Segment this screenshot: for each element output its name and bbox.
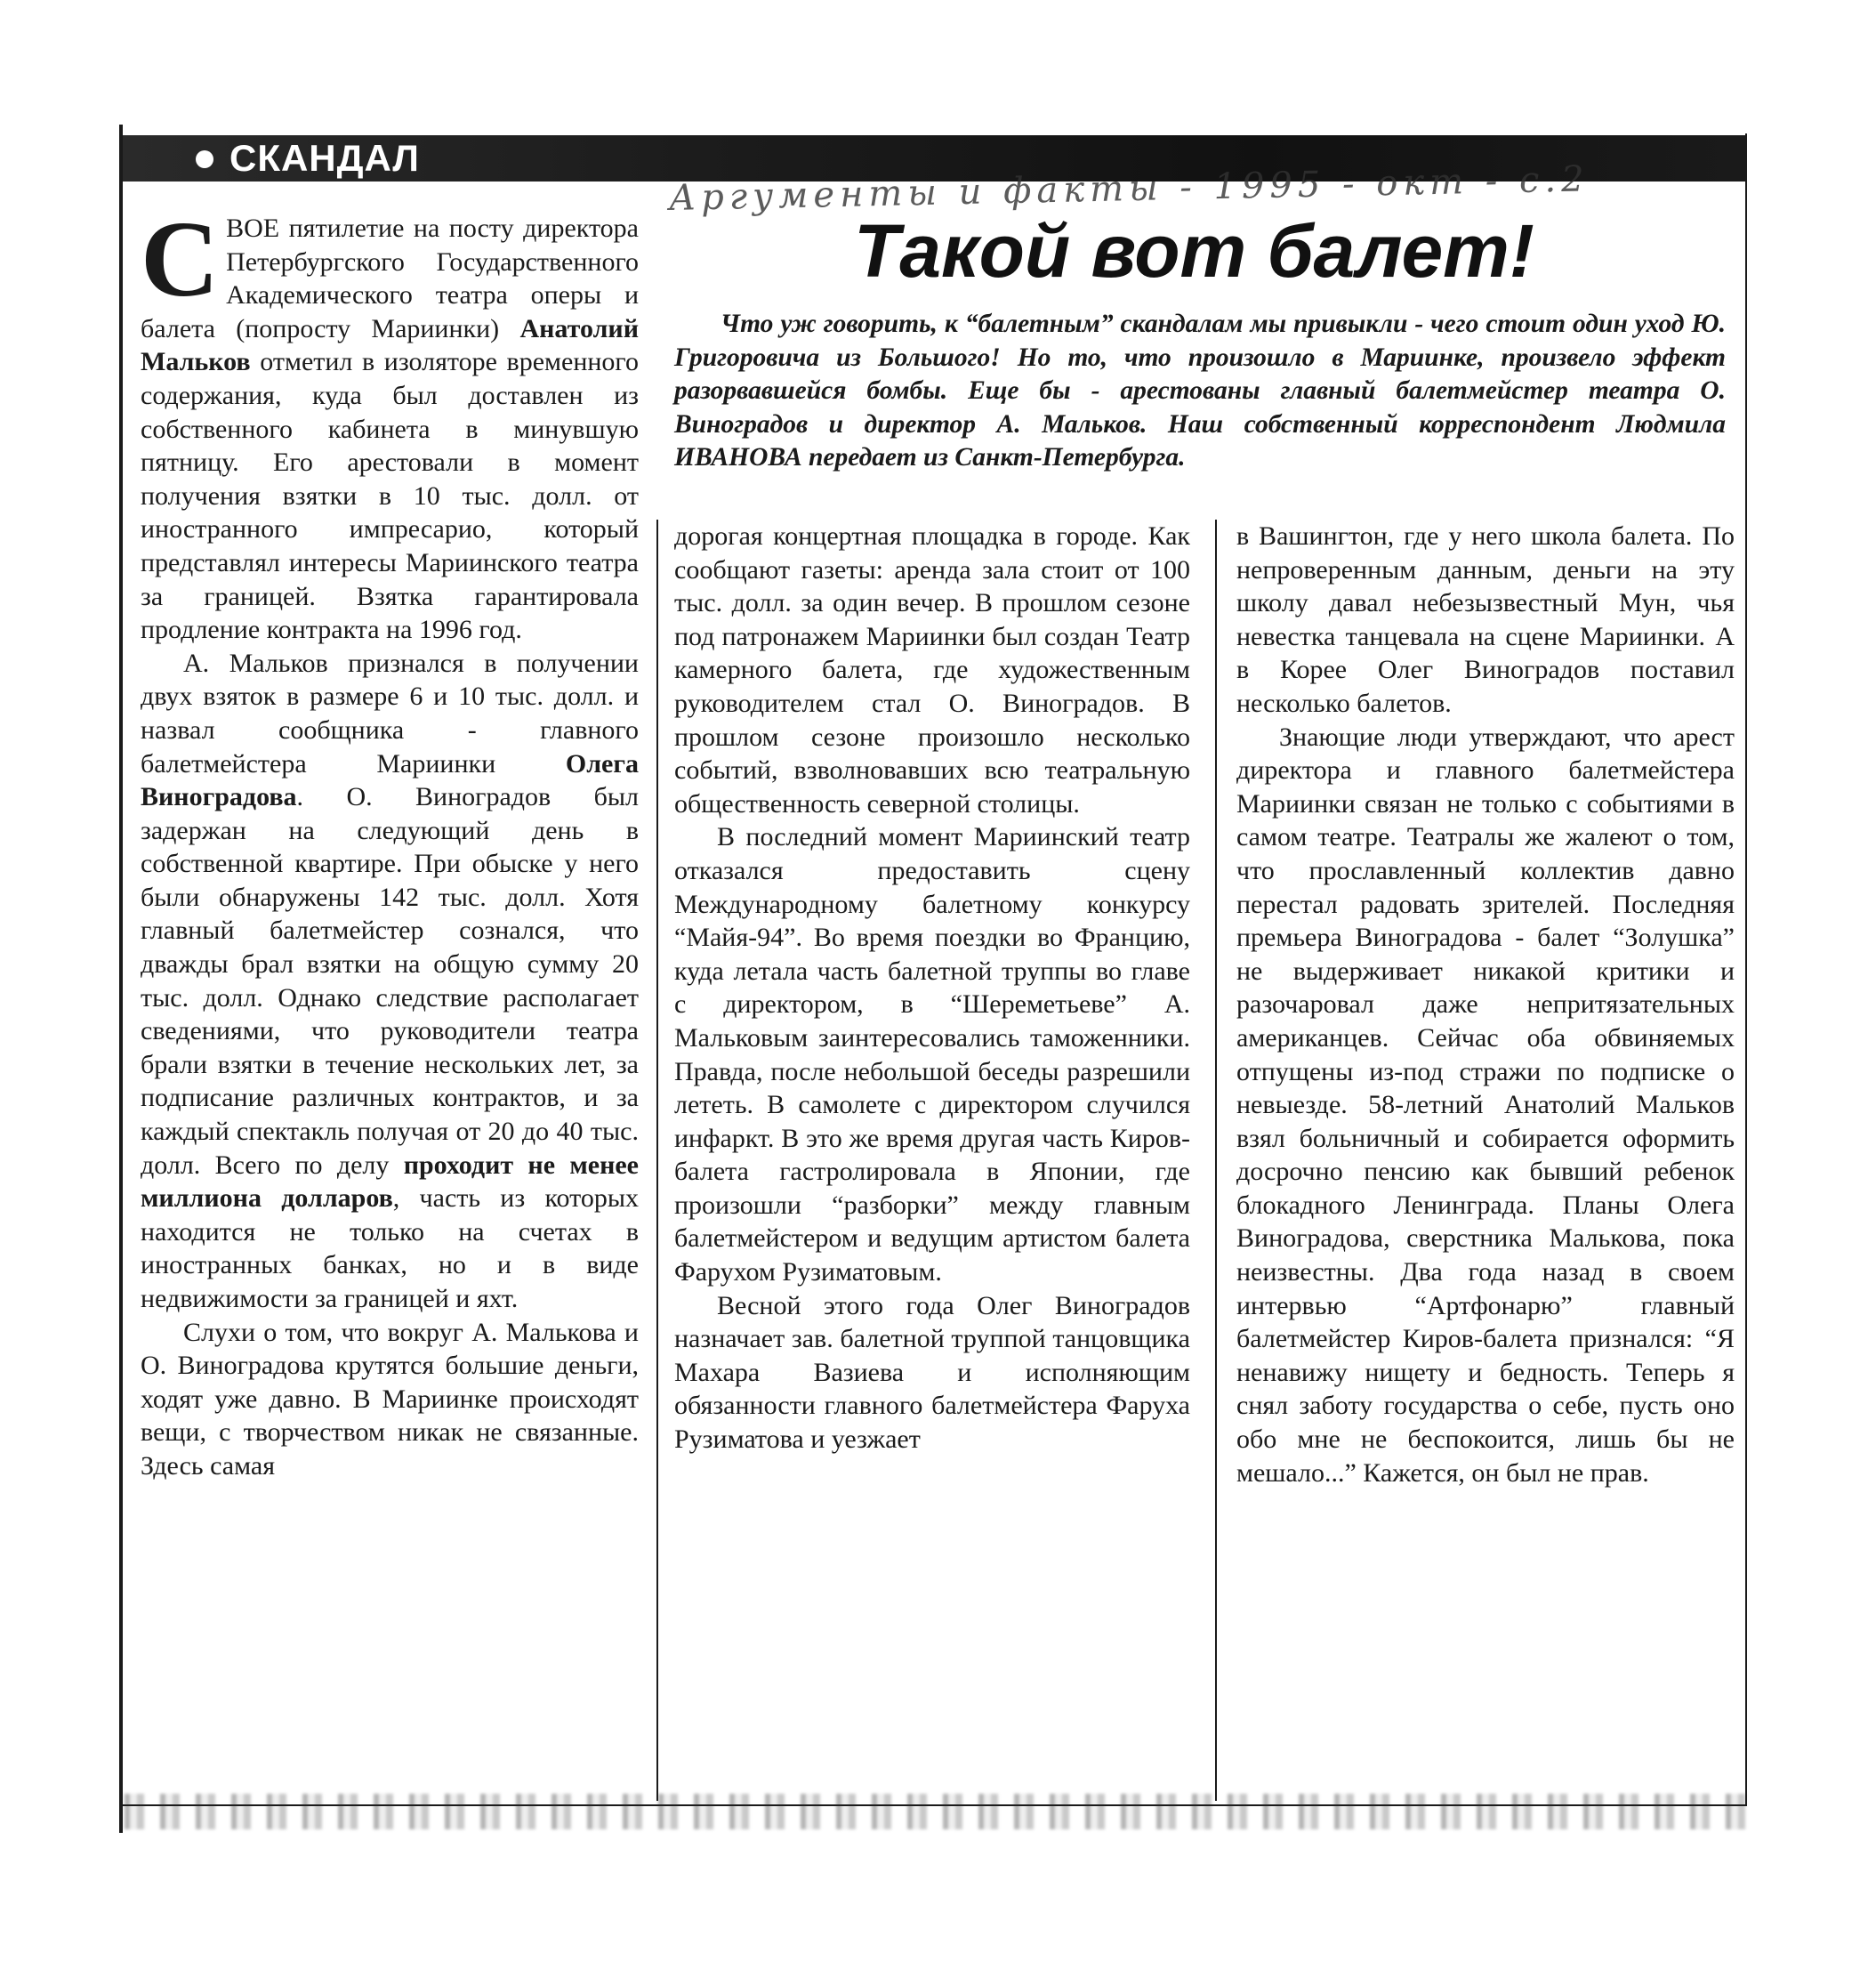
drop-cap: С	[141, 199, 220, 319]
highlighted-text: проходит не менее миллиона долларов	[141, 1150, 639, 1214]
article-column-2	[674, 520, 1190, 1457]
paragraph: Знающие люди утверждают, что арест директора и главного балетмейстера Мариинки связан не только с событиями в самом театре. Театралы же жалеют о том, что прославленный коллектив давно перестал радовать зрителей. Последняя премьера Виноградова - балет “Золушка” не выдерживает никакой критики и разочаровал даже непритязательных американцев. Сейчас оба обвиняемых отпущены из-под стражи по подписке о невыезде. 58-летний Анатолий Мальков взял больничный и собирается оформить досрочно пенсию как бывший ребенок блокадного Ленинграда. Планы Олега Виноградова, сверстника Малькова, пока неизвестны. Два года назад в своем интервью “Артфонарю” главный балетмейстер Киров-балета признался: “Я ненавижу нищету и бедность. Теперь я снял заботу государства о себе, пусть оно обо мне не беспокоится, лишь бы не мешало...” Кажется, он был не прав.	[1236, 722, 1735, 1488]
paragraph: Весной этого года Олег Виноградов назначает зав. балетной труппой танцовщика Махара Вазиева и исполняющим обязанности главного балетмейстера Фаруха Рузиматова и уезжает	[674, 1290, 1190, 1455]
paragraph: Слухи о том, что вокруг А. Малькова и О. Виноградова крутятся большие деньги, ходят уже давно. В Мариинке происходят вещи, с творчеством никак не связанные. Здесь самая	[141, 1317, 639, 1481]
bullet-icon	[196, 150, 213, 168]
paragraph	[141, 647, 639, 1316]
paragraph	[141, 199, 639, 647]
rubric-label: СКАНДАЛ	[229, 137, 420, 179]
text: отметил в изоляторе временного содержания, куда был доставлен из собственного кабинета в минувшую пятницу. Его арестовали в момент получения взятки в 10 тыс. долл. от иностранного импресарио, который представлял интересы Мариинского театра за границей. Взятка гарантировала продление контракта на 1996 год.	[141, 347, 639, 645]
lead-paragraph	[674, 308, 1726, 475]
column-divider-2	[1215, 520, 1217, 1801]
text: ВОЕ пятилетие на посту директора Петербургского Государственного Академического театра оперы и балета (попросту Мариинки)	[141, 214, 639, 343]
article-column-3	[1236, 520, 1735, 1489]
person-name: Анатолий Мальков	[141, 313, 639, 377]
article-column-1	[141, 199, 639, 1483]
text: . О. Виноградов был задержан на следующий день в собственной квартире. При обыске у него были обнаружены 142 тыс. долл. Хотя главный балетмейстер сознался, что дважды брал взятки на общую сумму 20 тыс. долл. Однако следствие располагает сведениями, что руководители театра брали взятки в течение нескольких лет, за подписание различных контрактов, и за каждый спектакль получая от 20 до 40 тыс. долл. Всего по делу	[141, 782, 639, 1180]
paragraph: В последний момент Мариинский театр отказался предоставить сцену Международному балетному конкурсу “Майя-94”. Во время поездки во Францию, куда летала часть балетной труппы во главе с директором, в “Шереметьеве” А. Мальковым заинтересовались таможенники. Правда, после небольшой беседы разрешили лететь. В самолете с директором случился инфаркт. В это же время другая часть Киров-балета гастролировала в Японии, где произошли “разборки” между главным балетмейстером и ведущим артистом балета Фарухом Рузиматовым.	[674, 822, 1190, 1287]
lead-text: Что уж говорить, к “балетным” скандалам мы привыкли - чего стоит один уход Ю. Григоровича из Большого! Но то, что произошло в Мариинке, произвело эффект разорвавшейся бомбы. Еще бы - арестованы главный балетмейстер театра О. Виноградов и директор А. Мальков. Наш собственный корреспондент Людмила ИВАНОВА передает из Санкт-Петербурга.	[674, 310, 1726, 472]
scan-smudge-band	[125, 1794, 1745, 1829]
column-divider-1	[656, 520, 658, 1801]
headline: Такой вот балет!	[854, 209, 1534, 293]
person-name: Олега Виноградова	[141, 748, 639, 812]
right-border-rule	[1745, 133, 1747, 1806]
paragraph: дорогая концертная площадка в городе. Как сообщают газеты: аренда зала стоит от 100 тыс. долл. за один вечер. В прошлом сезоне под патронажем Мариинки был создан Театр камерного балета, где художественным руководителем стал О. Виноградов. В прошлом сезоне произошло несколько событий, взволновавших всю театральную общественность северной столицы.	[674, 521, 1190, 819]
text: А. Мальков признался в получении двух взяток в размере 6 и 10 тыс. долл. и назвал сообщника - главного балетмейстера Мариинки	[141, 648, 639, 779]
handwritten-source-note: Аргументы и факты - 1995 - окт - с.2	[668, 158, 1590, 219]
paragraph: в Вашингтон, где у него школа балета. По непроверенным данным, деньги на эту школу давал небезызвестный Мун, чья невестка танцевала на сцене Мариинки. А в Корее Олег Виноградов поставил несколько балетов.	[1236, 521, 1735, 718]
left-border-rule	[119, 125, 123, 1833]
text: , часть из которых находится не только на счетах в иностранных банках, но и в виде недвижимости за границей и яхт.	[141, 1183, 639, 1313]
